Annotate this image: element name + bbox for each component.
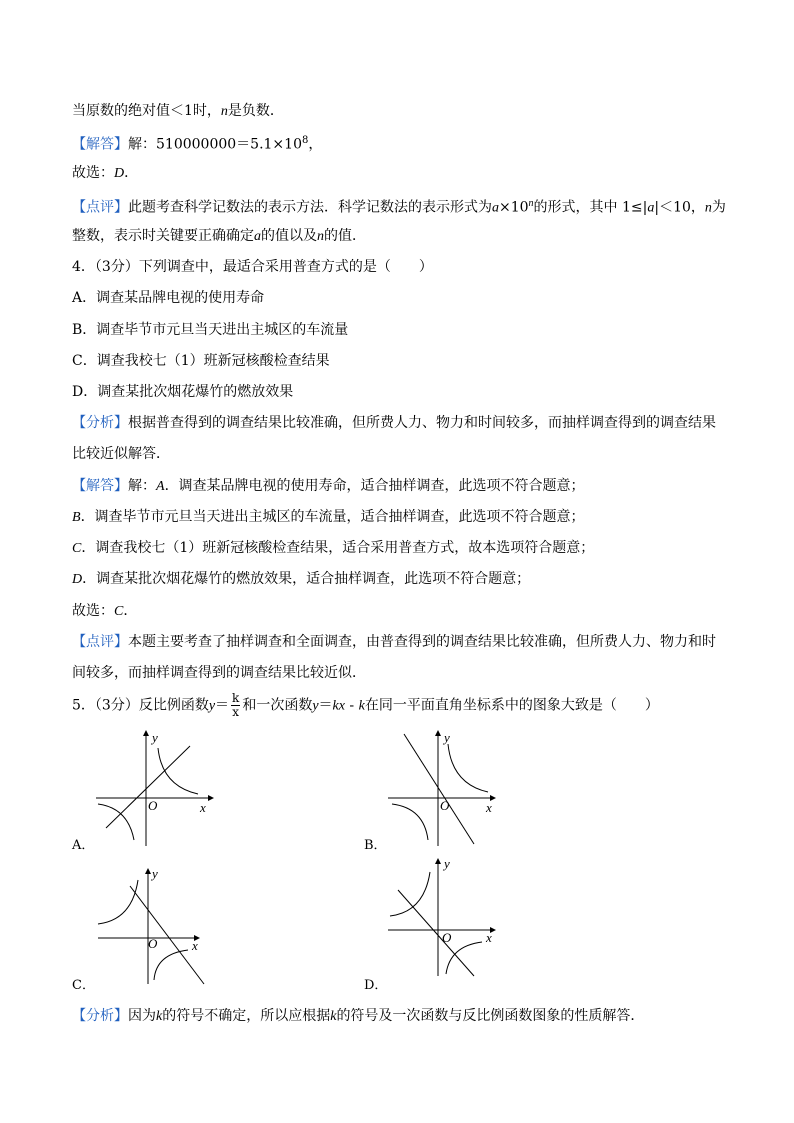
- hyperbola-branch: [392, 804, 428, 840]
- math-var: k: [358, 698, 365, 714]
- answer-letter: A: [156, 479, 165, 494]
- text-span: ．: [124, 165, 139, 181]
- analysis-line: 比较近似解答．: [72, 446, 170, 462]
- math-var: n: [220, 104, 228, 119]
- text-span: 的值以及: [261, 228, 317, 244]
- y-label: y: [444, 856, 450, 871]
- hyperbola-branch: [446, 942, 482, 974]
- question-stem: [72, 692, 659, 720]
- answer-line: [72, 569, 530, 590]
- question-stem: 4．（3分）下列调查中，最适合采用普查方式的是（ ）: [72, 259, 433, 275]
- y-label: y: [152, 730, 158, 745]
- answer-line: [72, 507, 585, 528]
- answer-line: [72, 476, 585, 497]
- comment-tag: 【点评】: [72, 199, 128, 216]
- comment-line: [72, 194, 726, 219]
- text-span: ．调查毕节市元旦当天进出主城区的车流量，适合抽样调查，此选项不符合题意；: [80, 509, 585, 525]
- option-a: A．调查某品牌电视的使用寿命: [72, 290, 265, 306]
- text-line: [72, 101, 284, 122]
- math-var: y: [312, 698, 319, 714]
- fraction-denominator: x: [232, 705, 240, 719]
- text-span: 的值．: [324, 228, 366, 244]
- x-label: x: [486, 930, 492, 945]
- math-var: k: [156, 1009, 163, 1024]
- y-axis-arrow: [143, 730, 149, 736]
- text-span: 为: [711, 199, 726, 216]
- answer-line: [72, 131, 322, 155]
- answer-letter: C: [114, 604, 124, 619]
- y-axis-arrow: [435, 730, 441, 736]
- text-span: 是负数．: [227, 103, 284, 119]
- math-var: n: [704, 200, 712, 216]
- text-span: 故选：: [72, 603, 114, 619]
- text-span: 本题主要考查了抽样调查和全面调查，由普查得到的调查结果比较准确，但所费人力、物力和时: [128, 634, 716, 650]
- origin-label: O: [442, 930, 452, 945]
- origin-label: O: [440, 798, 450, 813]
- math-var: kx: [332, 698, 345, 714]
- analysis-line: [72, 413, 716, 433]
- text-span: ．调查某品牌电视的使用寿命，适合抽样调查，此选项不符合题意；: [164, 478, 585, 494]
- text-span: 解：: [128, 478, 156, 494]
- choice-line: [72, 601, 137, 622]
- text-span: 在同一平面直角坐标系中的图象大致是（ ）: [364, 697, 659, 714]
- text-span: ．调查某批次烟花爆竹的燃放效果，适合抽样调查，此选项不符合题意；: [82, 571, 531, 587]
- graph-c-label: C．: [72, 978, 95, 993]
- answer-letter: D: [114, 166, 125, 181]
- answer-letter: B: [72, 510, 81, 525]
- origin-label: O: [148, 936, 158, 951]
- answer-line: [72, 538, 594, 559]
- choice-line: [72, 163, 138, 184]
- origin-label: O: [148, 798, 158, 813]
- analysis-tag: 【分析】: [72, 415, 128, 431]
- hyperbola-branch: [448, 744, 488, 792]
- graph-c: [94, 866, 224, 986]
- text-span: 此题考查科学记数法的表示方法．科学记数法的表示形式为: [128, 199, 492, 216]
- text-span: ．: [123, 603, 138, 619]
- text-span: -: [344, 697, 359, 714]
- text-span: |＜10，: [654, 199, 705, 216]
- line-graph: [106, 746, 190, 828]
- analysis-tag: 【分析】: [72, 1008, 128, 1024]
- text-span: 整数，表示时关键要正确确定: [72, 228, 254, 244]
- text-span: 5．（3分）反比例函数: [72, 697, 209, 714]
- graph-b-label: B．: [364, 838, 387, 853]
- line-graph: [130, 886, 204, 984]
- hyperbola-branch: [98, 804, 134, 840]
- math-var: n: [317, 229, 324, 244]
- text-span: 故选：: [72, 165, 114, 181]
- graph-a-label: A．: [72, 838, 95, 853]
- math-var: y: [208, 698, 216, 714]
- graph-a: [90, 728, 220, 848]
- fraction: [231, 692, 240, 719]
- math-var: a: [492, 200, 499, 216]
- graph-d: [384, 856, 514, 978]
- exponent: 8: [301, 135, 309, 146]
- graph-b: [384, 728, 514, 848]
- text-span: 当原数的绝对值＜1时，: [72, 103, 221, 119]
- answer-tag: 【解答】: [72, 478, 128, 494]
- text-span: 因为: [128, 1008, 156, 1024]
- math-var: k: [330, 1009, 337, 1024]
- text-span: 的形式，其中 1≤|: [533, 199, 648, 216]
- y-axis-arrow: [145, 868, 151, 874]
- math-var: a: [254, 229, 261, 244]
- x-label: x: [192, 938, 198, 953]
- option-b: B．调查毕节市元旦当天进出主城区的车流量: [72, 322, 349, 338]
- text-span: 和一次函数: [242, 697, 313, 714]
- comment-tag: 【点评】: [72, 634, 128, 650]
- hyperbola-branch: [154, 950, 188, 980]
- text-span: ＝: [318, 697, 333, 714]
- x-label: x: [200, 800, 206, 815]
- y-label: y: [444, 730, 450, 745]
- analysis-line: [72, 1006, 644, 1027]
- hyperbola-branch: [390, 872, 430, 916]
- comment-line: 间较多，而抽样调查得到的调查结果比较近似．: [72, 665, 366, 681]
- text-span: ，: [308, 136, 323, 153]
- text-span: 根据普查得到的调查结果比较准确，但所费人力、物力和时间较多，而抽样调查得到的调查结果: [128, 415, 716, 431]
- x-label: x: [486, 800, 492, 815]
- graph-d-label: D．: [364, 978, 388, 993]
- answer-tag: 【解答】: [72, 136, 128, 153]
- text-span: ．调查我校七（1）班新冠核酸检查结果，适合采用普查方式，故本选项符合题意；: [81, 540, 595, 556]
- answer-letter: D: [72, 572, 83, 587]
- comment-line: [72, 226, 366, 247]
- answer-letter: C: [72, 541, 82, 556]
- hyperbola-branch: [98, 880, 138, 924]
- text-span: 的符号及一次函数与反比例函数图象的性质解答．: [336, 1008, 645, 1024]
- text-span: ＝: [215, 697, 230, 714]
- y-label: y: [152, 866, 158, 881]
- text-span: 的符号不确定，所以应根据: [162, 1008, 331, 1024]
- x-axis-arrow: [208, 795, 214, 801]
- y-axis-arrow: [435, 858, 441, 864]
- text-span: ×10: [499, 199, 529, 216]
- fraction-numerator: k: [232, 691, 240, 705]
- math-var: a: [647, 200, 655, 216]
- option-c: C．调查我校七（1）班新冠核酸检查结果: [72, 353, 330, 369]
- line-graph: [398, 890, 474, 976]
- exponent: n: [528, 198, 534, 209]
- answer-text: 解：510000000＝5.1×10: [128, 136, 302, 153]
- option-d: D．调查某批次烟花爆竹的燃放效果: [72, 384, 294, 400]
- line-graph: [404, 734, 474, 844]
- comment-line: [72, 632, 716, 652]
